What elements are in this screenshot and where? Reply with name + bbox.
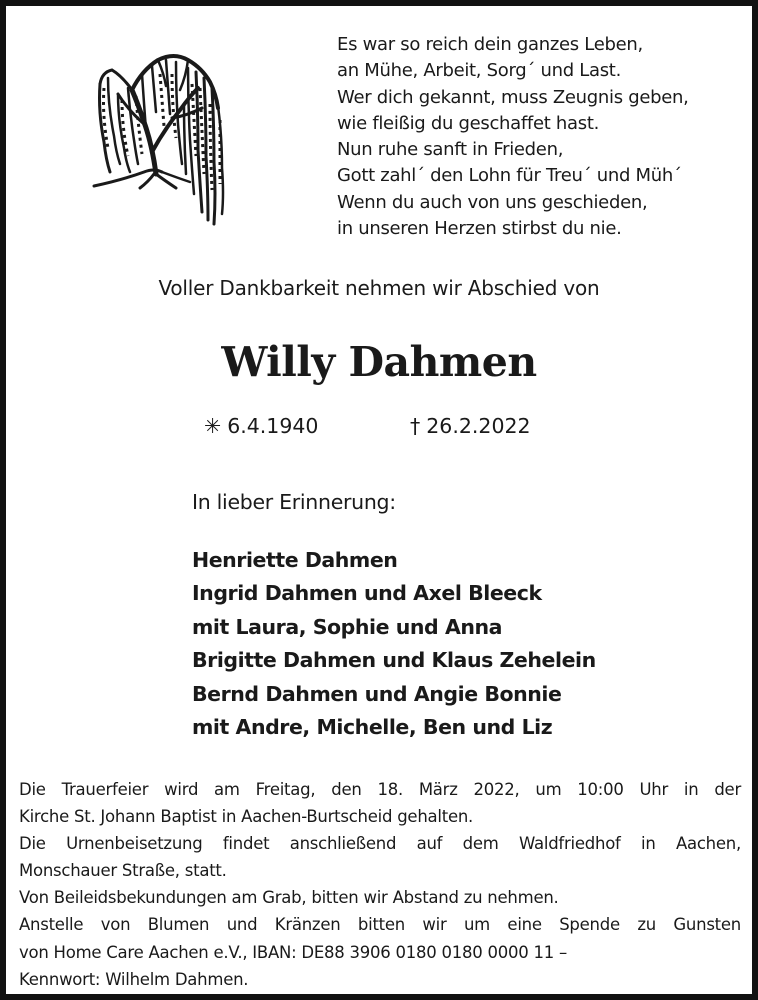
notice-line: Kirche St. Johann Baptist in Aachen-Burtscheid gehalten.: [19, 807, 474, 827]
mourner-line: Ingrid Dahmen und Axel Bleeck: [192, 581, 542, 606]
birth-date: 6.4.1940: [227, 414, 319, 438]
mourner-line: mit Andre, Michelle, Ben und Liz: [192, 715, 553, 740]
poem-line: Wer dich gekannt, muss Zeugnis geben,: [337, 86, 689, 108]
notice-line: von Home Care Aachen e.V., IBAN: DE88 3906 0180 0180 0000 11 –: [19, 942, 567, 962]
notice-line: Die Trauerfeier wird am Freitag, den 18. März 2022, um 10:00 Uhr in der: [19, 780, 741, 799]
birth-star-icon: ✳: [204, 414, 222, 438]
notice-line: Die Urnenbeisetzung findet anschließend auf dem Waldfriedhof in Aachen,: [19, 834, 741, 854]
poem: [337, 32, 747, 242]
mourner-line: Henriette Dahmen: [192, 548, 398, 572]
poem-line: Nun ruhe sanft in Frieden,: [337, 139, 564, 161]
notice-line: Kennwort: Wilhelm Dahmen.: [19, 969, 249, 989]
poem-line: an Mühe, Arbeit, Sorg´ und Last.: [337, 60, 621, 82]
farewell-intro: Voller Dankbarkeit nehmen wir Abschied von: [158, 276, 600, 300]
poem-line: Gott zahl´ den Lohn für Treu´ und Müh´: [337, 165, 682, 187]
mourner-line: mit Laura, Sophie und Anna: [192, 614, 503, 639]
death-date-line: [410, 414, 531, 438]
memory-heading: In lieber Erinnerung:: [192, 490, 396, 514]
mourners-list: [192, 544, 596, 744]
notice-line: Monschauer Straße, statt.: [19, 861, 227, 881]
poem-line: in unseren Herzen stirbst du nie.: [337, 218, 622, 240]
mourner-line: Bernd Dahmen und Angie Bonnie: [192, 681, 562, 706]
funeral-notice: [19, 776, 741, 993]
death-cross-icon: †: [410, 414, 421, 438]
notice-line: Anstelle von Blumen und Kränzen bitten wir um eine Spende zu Gunsten: [19, 915, 741, 935]
birth-date-line: [204, 414, 318, 438]
poem-line: wie fleißig du geschaffet hast.: [337, 112, 600, 134]
death-date: 26.2.2022: [426, 414, 531, 438]
weeping-willow-icon: [92, 44, 232, 229]
notice-line: Von Beileidsbekundungen am Grab, bitten wir Abstand zu nehmen.: [19, 888, 559, 908]
poem-line: Es war so reich dein ganzes Leben,: [337, 34, 643, 55]
deceased-name: Willy Dahmen: [221, 338, 537, 386]
poem-line: Wenn du auch von uns geschieden,: [337, 191, 648, 213]
mourner-line: Brigitte Dahmen und Klaus Zehelein: [192, 648, 596, 673]
